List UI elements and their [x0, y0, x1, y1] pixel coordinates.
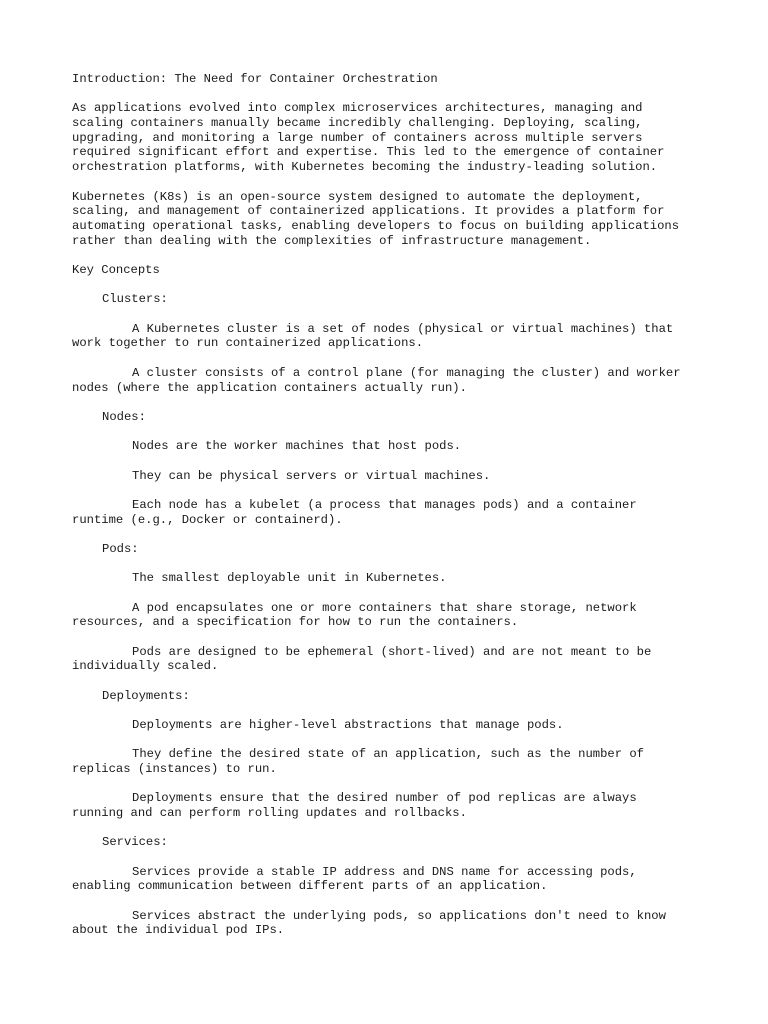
- clusters-paragraph-1-line-2: work together to run containerized applications.: [72, 336, 424, 350]
- intro-paragraph-2-line-2: scaling, and management of containerized applications. It provides a platform for: [72, 204, 665, 218]
- services-paragraph-1-line-2: enabling communication between different parts of an application.: [72, 879, 548, 893]
- nodes-paragraph-1: Nodes are the worker machines that host pods.: [132, 439, 462, 453]
- deployments-heading: Deployments:: [102, 689, 190, 703]
- intro-paragraph-1-line-3: upgrading, and monitoring a large number of containers across multiple servers: [72, 131, 643, 145]
- clusters-paragraph-1-line-1: A Kubernetes cluster is a set of nodes (physical or virtual machines) that: [132, 322, 674, 336]
- intro-paragraph-1-line-5: orchestration platforms, with Kubernetes becoming the industry-leading solution.: [72, 160, 658, 174]
- services-paragraph-2-line-2: about the individual pod IPs.: [72, 923, 285, 937]
- pods-paragraph-2-line-1: A pod encapsulates one or more containers that share storage, network: [132, 601, 637, 615]
- intro-paragraph-1-line-4: required significant effort and expertise. This led to the emergence of container: [72, 145, 665, 159]
- document-page: [72, 0, 732, 1024]
- intro-paragraph-2-line-1: Kubernetes (K8s) is an open-source system designed to automate the deployment,: [72, 190, 643, 204]
- key-concepts-heading: Key Concepts: [72, 263, 160, 277]
- pods-paragraph-3-line-2: individually scaled.: [72, 659, 219, 673]
- intro-paragraph-2-line-3: automating operational tasks, enabling developers to focus on building applications: [72, 219, 680, 233]
- intro-paragraph-2-line-4: rather than dealing with the complexities of infrastructure management.: [72, 234, 592, 248]
- nodes-paragraph-3-line-2: runtime (e.g., Docker or containerd).: [72, 513, 343, 527]
- deployments-paragraph-1: Deployments are higher-level abstractions that manage pods.: [132, 718, 564, 732]
- deployments-paragraph-3-line-1: Deployments ensure that the desired number of pod replicas are always: [132, 791, 637, 805]
- pods-paragraph-2-line-2: resources, and a specification for how to run the containers.: [72, 615, 519, 629]
- intro-heading: Introduction: The Need for Container Orchestration: [72, 72, 438, 86]
- nodes-heading: Nodes:: [102, 410, 146, 424]
- clusters-paragraph-2-line-1: A cluster consists of a control plane (for managing the cluster) and worker: [132, 366, 681, 380]
- pods-heading: Pods:: [102, 542, 139, 556]
- pods-paragraph-1: The smallest deployable unit in Kubernetes.: [132, 571, 447, 585]
- intro-paragraph-1-line-1: As applications evolved into complex microservices architectures, managing and: [72, 101, 643, 115]
- nodes-paragraph-2: They can be physical servers or virtual machines.: [132, 469, 491, 483]
- services-paragraph-2-line-1: Services abstract the underlying pods, so applications don't need to know: [132, 909, 666, 923]
- deployments-paragraph-2-line-1: They define the desired state of an application, such as the number of: [132, 747, 644, 761]
- deployments-paragraph-3-line-2: running and can perform rolling updates and rollbacks.: [72, 806, 467, 820]
- pods-paragraph-3-line-1: Pods are designed to be ephemeral (short-lived) and are not meant to be: [132, 645, 652, 659]
- clusters-paragraph-2-line-2: nodes (where the application containers actually run).: [72, 381, 467, 395]
- services-paragraph-1-line-1: Services provide a stable IP address and DNS name for accessing pods,: [132, 865, 637, 879]
- intro-paragraph-1-line-2: scaling containers manually became incredibly challenging. Deploying, scaling,: [72, 116, 643, 130]
- clusters-heading: Clusters:: [102, 292, 168, 306]
- nodes-paragraph-3-line-1: Each node has a kubelet (a process that manages pods) and a container: [132, 498, 637, 512]
- deployments-paragraph-2-line-2: replicas (instances) to run.: [72, 762, 277, 776]
- services-heading: Services:: [102, 835, 168, 849]
